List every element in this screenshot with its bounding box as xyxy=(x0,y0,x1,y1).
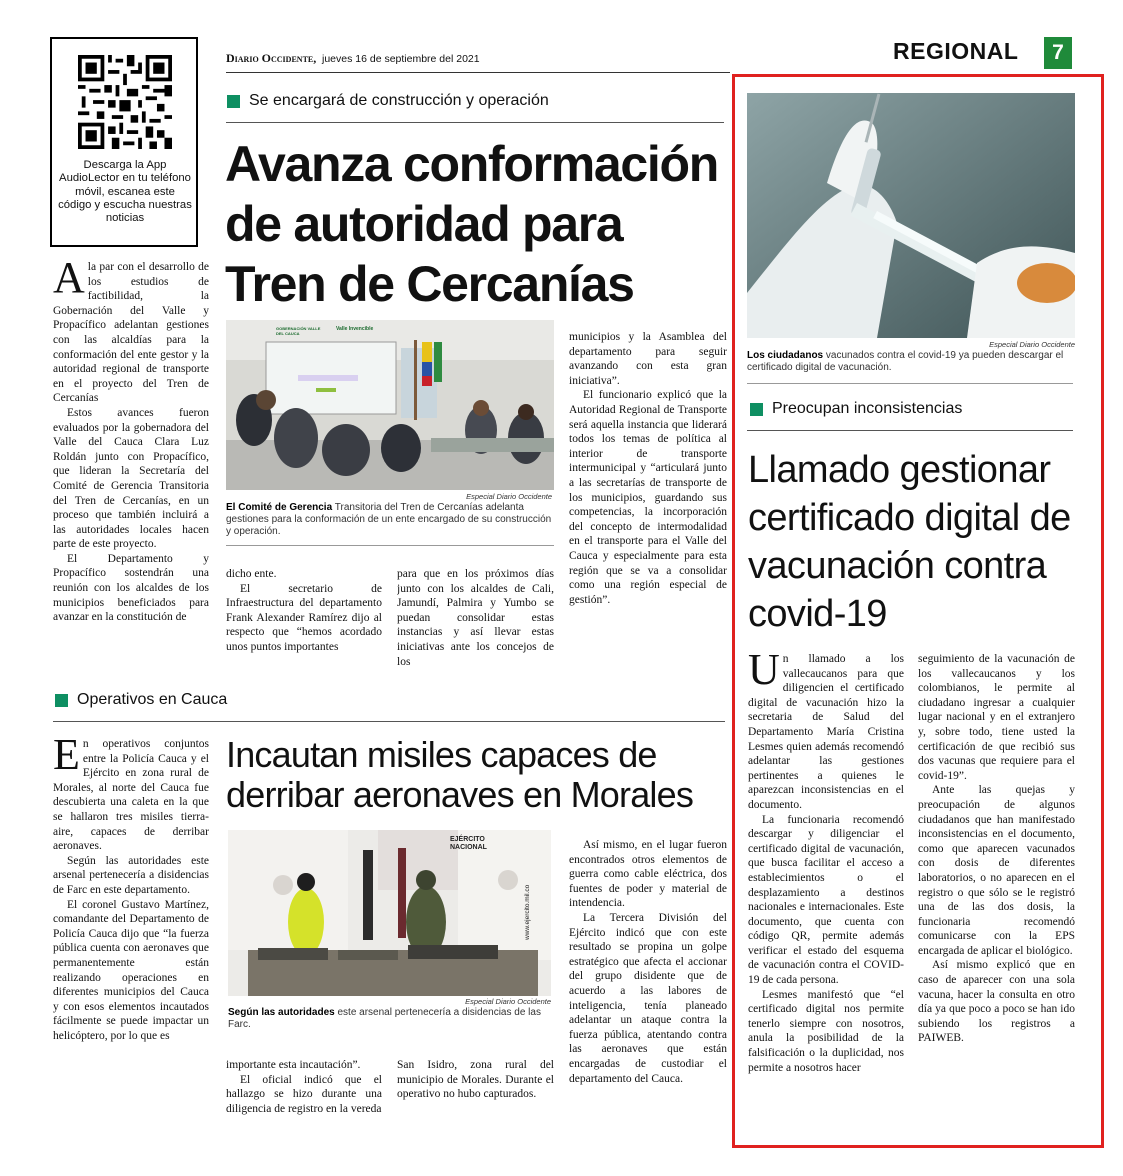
article2-kicker-rule xyxy=(53,721,725,722)
header-rule xyxy=(226,72,730,73)
article1-col1-p1: la par con el desarrollo de los estudios de factibilidad, la Gobernación del Valle y Propacífico adelantan gestiones con las alcaldías para la conformación del ente gestor y la autoridad regional de transporte en el proyecto del Tren de Cercanías xyxy=(53,261,209,405)
article1-caption-lead: El Comité de Gerencia xyxy=(226,502,333,513)
article1-kicker xyxy=(227,92,549,110)
article3-dropcap: U xyxy=(748,652,780,694)
photo-banner-ejercito: EJÉRCITO NACIONAL xyxy=(450,836,487,851)
article2-col1-p1: n operativos conjuntos entre la Policía Cauca y el Ejército en zona rural de Morales, al norte del Cauca fue descubierta una caleta en la que se hallaron tres misiles tierra- aire, capaces de derribar aeronaves. xyxy=(53,738,209,853)
page-number-badge xyxy=(1044,37,1072,69)
masthead-name: Diario Occidente, xyxy=(226,51,317,65)
seized-arsenal-illustration xyxy=(228,830,551,996)
article1-column-3 xyxy=(397,567,554,669)
article3-col1-p2: La funcionaria recomendó descargar y diligenciar el certificado digital de vacunación, que busca facilitar el acceso a establecimientos o el desplazamiento a destinos nacionales e internacionales. Este documento, que cuenta con código QR, permite además verificar el estado del esquema de vacunación contra el COVID-19 de cada persona. xyxy=(748,813,904,987)
article2-caption-lead: Según las autoridades xyxy=(228,1007,335,1018)
article1-col4-p1: municipios y la Asamblea del departamento para seguir avanzando con esta gran iniciativa”. xyxy=(569,331,727,387)
photo-logo-gobernacion: GOBERNACIÓN VALLE DEL CAUCA xyxy=(276,326,321,336)
article2-column-1 xyxy=(53,737,209,1129)
photo-logo-valle: Valle Invencible xyxy=(336,326,374,332)
article1-photo-credit: Especial Diario Occidente xyxy=(466,492,552,501)
article3-kicker xyxy=(750,400,962,418)
article3-column-1 xyxy=(748,652,904,1128)
article2-photo xyxy=(228,830,551,996)
article1-kicker-text: Se encargará de construcción y operación xyxy=(249,92,549,109)
article2-caption-text: este arsenal pertenecería a disidencias de las Farc. xyxy=(228,1007,541,1030)
kicker-square-icon xyxy=(227,95,240,108)
article1-col1-p3: El Departamento y Propacífico sostendrán una reunión con los alcaldes de los municipios beneficiados para avanzar en la constitución de xyxy=(53,552,209,624)
article3-photo-credit: Especial Diario Occidente xyxy=(989,340,1075,349)
article1-kicker-rule xyxy=(226,122,724,123)
article1-column-2 xyxy=(226,567,382,669)
photo-web-address: www.ejercito.mil.co xyxy=(524,884,531,940)
article3-kicker-text: Preocupan inconsistencias xyxy=(772,400,963,417)
article3-col2-p1: seguimiento de la vacunación de los vallecaucanos y los colombianos, le permite al ciudadano ingresar a cualquier lugar nacional y en el extranjero y, sobre todo, tiene usted la certificación de que recibió sus dos vacunas que requiere para el covid-19”. xyxy=(918,653,1075,782)
article3-col2-p2: Ante las quejas y preocupación de algunos ciudadanos que han manifestado inconsistencias en el documento, como que aparecen vacunados con dosis de diferentes laboratorios, o no aparecen en el registro o que sólo se le registró una de las dos dosis, la funcionaria recomendó comunicarse con la EPS encargada de aplicar el biológico. xyxy=(918,784,1075,957)
article3-col2-p3: Así mismo explicó que en caso de aparecer con una sola vacuna, hacer la consulta en otro día ya que poco a poco se han ido subiendo los registros a PAIWEB. xyxy=(918,959,1075,1045)
article2-caption xyxy=(228,1007,551,1031)
page-number: 7 xyxy=(1052,41,1064,64)
article2-column-3 xyxy=(397,1058,554,1128)
kicker-square-icon xyxy=(55,694,68,707)
article2-headline: Incautan misiles capaces de derribar aeronaves en Morales xyxy=(226,734,694,815)
qr-code[interactable] xyxy=(78,55,172,149)
article2-kicker-text: Operativos en Cauca xyxy=(77,691,228,708)
section-title: REGIONAL xyxy=(893,38,1019,64)
meeting-room-illustration xyxy=(226,320,554,490)
article3-col1-p1: n llamado a los vallecaucanos para que diligencien el certificado digital de vacunación hizo la secretaria de Salud del Departamento María Cristina Lesmes quien además recomendó adelantar las gestiones pertinentes a quienes le aparezcan inconsistencias en el documento. xyxy=(748,653,904,811)
article2-col3-p1: San Isidro, zona rural del municipio de Morales. Durante el operativo no hubo capturados. xyxy=(397,1059,554,1101)
article2-col4-p2: La Tercera División del Ejército indicó que con este resultado se propina un golpe estratégico que afecta el accionar del grupo disidente que de acuerdo a las labores de inteligencia, tenía planeado adelantar un ataque contra la fuerza pública, atentando contra las aeronaves que están encargadas de custodiar el departamento del Cauca. xyxy=(569,911,727,1085)
article3-headline: Llamado gestionar certificado digital de vacunación contra covid-19 xyxy=(748,449,1071,635)
article1-dropcap: A xyxy=(53,260,85,302)
article1-caption-rule xyxy=(226,545,554,546)
article1-col4-p2: El funcionario explicó que la Autoridad Regional de Transporte será aquella instancia que liderará todos los temas de política al interior de transporte intermunicipal y “articulará junto a las secretarías de transporte de los municipios, guardando sus competencias, la incorporación del concepto de intermodalidad en el transporte para el Valle del Cauca y especialmente para esta región que se va a consolidar como una región especial de gestión”. xyxy=(569,389,727,606)
article3-photo xyxy=(747,93,1075,338)
article1-col3-p1: para que en los próximos días junto con los alcaldes de Cali, Jamundí, Palmira y Yumbo se puedan consolidar estas instancias y así llevar estas iniciativas ante los concejos de los xyxy=(397,568,554,668)
article2-column-4 xyxy=(569,838,727,1128)
article1-caption-text: Transitoria del Tren de Cercanías adelanta gestiones para la conformación de un ente encargado de su construcción y operación. xyxy=(226,502,552,537)
article2-col1-p3: El coronel Gustavo Martínez, comandante del Departamento de Policía Cauca dijo que “la fuerza pública cuenta con aeronaves que permanentemente están realizando operaciones en diferentes municipios del Cauca y con esos elementos incautados fácilmente se puede impactar un helicóptero, por lo que es xyxy=(53,898,209,1042)
article3-caption-rule xyxy=(747,383,1073,384)
masthead-line xyxy=(226,51,480,66)
article1-column-4 xyxy=(569,330,727,670)
article1-caption xyxy=(226,502,554,538)
article1-col2-p1: dicho ente. xyxy=(226,568,277,580)
kicker-square-icon xyxy=(750,403,763,416)
article2-column-2 xyxy=(226,1058,382,1128)
article3-kicker-rule xyxy=(747,430,1073,431)
qr-instructions: Descarga la App AudioLector en tu teléfono móvil, escanea este código y escucha nuestras noticias xyxy=(58,159,192,225)
article1-headline: Avanza conformación de autoridad para Tren de Cercanías xyxy=(225,136,719,312)
article2-col2-p1: importante esta incautación”. xyxy=(226,1059,361,1071)
article1-column-1 xyxy=(53,260,209,668)
article1-col1-p2: Estos avances fueron evaluados por la gobernadora del Valle del Cauca Clara Luz Roldán junto con Propacífico, que lideran la Secretaría del Comité de Gerencia Transitoria del Tren de Cercanías, en un proceso que también incluirá a las autoridades locales hacen parte de este proyecto. xyxy=(53,406,209,551)
article2-kicker xyxy=(55,691,227,709)
article3-column-2 xyxy=(918,652,1075,1128)
qr-box xyxy=(50,37,198,247)
article1-photo xyxy=(226,320,554,490)
article2-photo-credit: Especial Diario Occidente xyxy=(465,997,551,1006)
article2-dropcap: E xyxy=(53,737,80,779)
article3-caption-lead: Los ciudadanos xyxy=(747,350,824,361)
article2-col4-p1: Así mismo, en el lugar fueron encontrados otros elementos de guerra como cable eléctrica, dos fuentes de poder y material de intendencia. xyxy=(569,839,727,910)
article3-col1-p3: Lesmes manifestó que “el certificado digital nos permite tenerlo siempre con nosotros, anula la posibilidad de la falsificación o la duplicidad, nos permite a nosotros hacer xyxy=(748,988,904,1074)
vaccine-syringe-illustration xyxy=(747,93,1075,338)
article1-col2-p2: El secretario de Infraestructura del departamento Frank Alexander Ramírez dijo al respecto que “hemos acordado unos puntos importantes xyxy=(226,582,382,653)
issue-date: jueves 16 de septiembre del 2021 xyxy=(321,53,480,65)
article2-col2-p2: El oficial indicó que el hallazgo se hizo durante una diligencia de registro en la vereda xyxy=(226,1073,382,1115)
article2-col1-p2: Según las autoridades este arsenal pertenecería a disidencias de Farc en este departamento. xyxy=(53,854,209,896)
article3-caption xyxy=(747,350,1077,374)
article3-caption-text: vacunados contra el covid-19 ya pueden descargar el certificado digital de vacunación. xyxy=(747,350,1064,373)
